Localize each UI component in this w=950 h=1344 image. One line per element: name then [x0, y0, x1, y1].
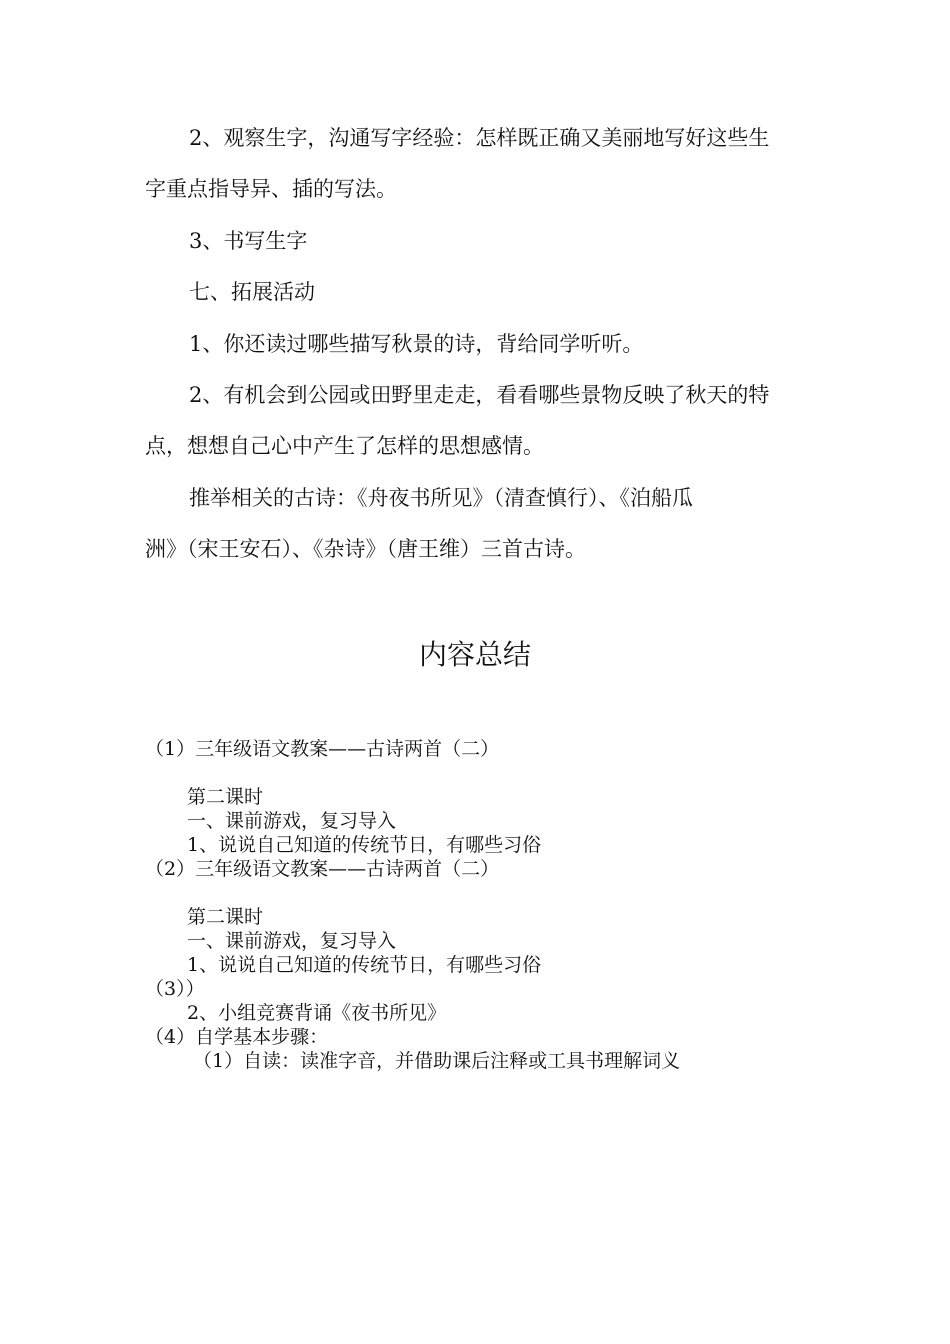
recommended-poems-line-1: 推举相关的古诗：《舟夜书所见》（清查慎行）、《泊船瓜 — [189, 486, 693, 510]
summary-line: （3）） — [145, 978, 205, 1000]
summary-line: 第二课时 — [187, 906, 264, 928]
activity-1-autumn-poems: 1、你还读过哪些描写秋景的诗，背给同学听听。 — [189, 332, 644, 356]
summary-line: （2）三年级语文教案——古诗两首（二） — [145, 858, 500, 880]
recommended-poems-line-2: 洲》（宋王安石）、《杂诗》（唐王维）三首古诗。 — [145, 537, 586, 561]
summary-line: 2、小组竞赛背诵《夜书所见》 — [187, 1002, 447, 1024]
summary-line: （1）自读：读准字音，并借助课后注释或工具书理解词义 — [193, 1050, 681, 1072]
summary-line: （4）自学基本步骤： — [145, 1026, 329, 1048]
summary-heading: 内容总结 — [418, 638, 531, 671]
summary-line: 第二课时 — [187, 786, 264, 808]
step-2-observe-characters-line-1: 2、观察生字，沟通写字经验：怎样既正确又美丽地写好这些生 — [189, 126, 770, 150]
summary-line: 1、说说自己知道的传统节日，有哪些习俗 — [187, 954, 542, 976]
activity-2-outdoor-line-2: 点，想想自己心中产生了怎样的思想感情。 — [145, 434, 544, 458]
step-2-observe-characters-line-2: 字重点指导异、插的写法。 — [145, 177, 397, 201]
activity-2-outdoor-line-1: 2、有机会到公园或田野里走走，看看哪些景物反映了秋天的特 — [189, 383, 770, 407]
summary-line: 一、课前游戏，复习导入 — [187, 930, 397, 952]
summary-line: 1、说说自己知道的传统节日，有哪些习俗 — [187, 834, 542, 856]
summary-line: 一、课前游戏，复习导入 — [187, 810, 397, 832]
step-3-write-characters: 3、书写生字 — [189, 229, 308, 253]
summary-line: （1）三年级语文教案——古诗两首（二） — [145, 738, 500, 760]
section-7-extension-activities: 七、拓展活动 — [189, 280, 315, 304]
